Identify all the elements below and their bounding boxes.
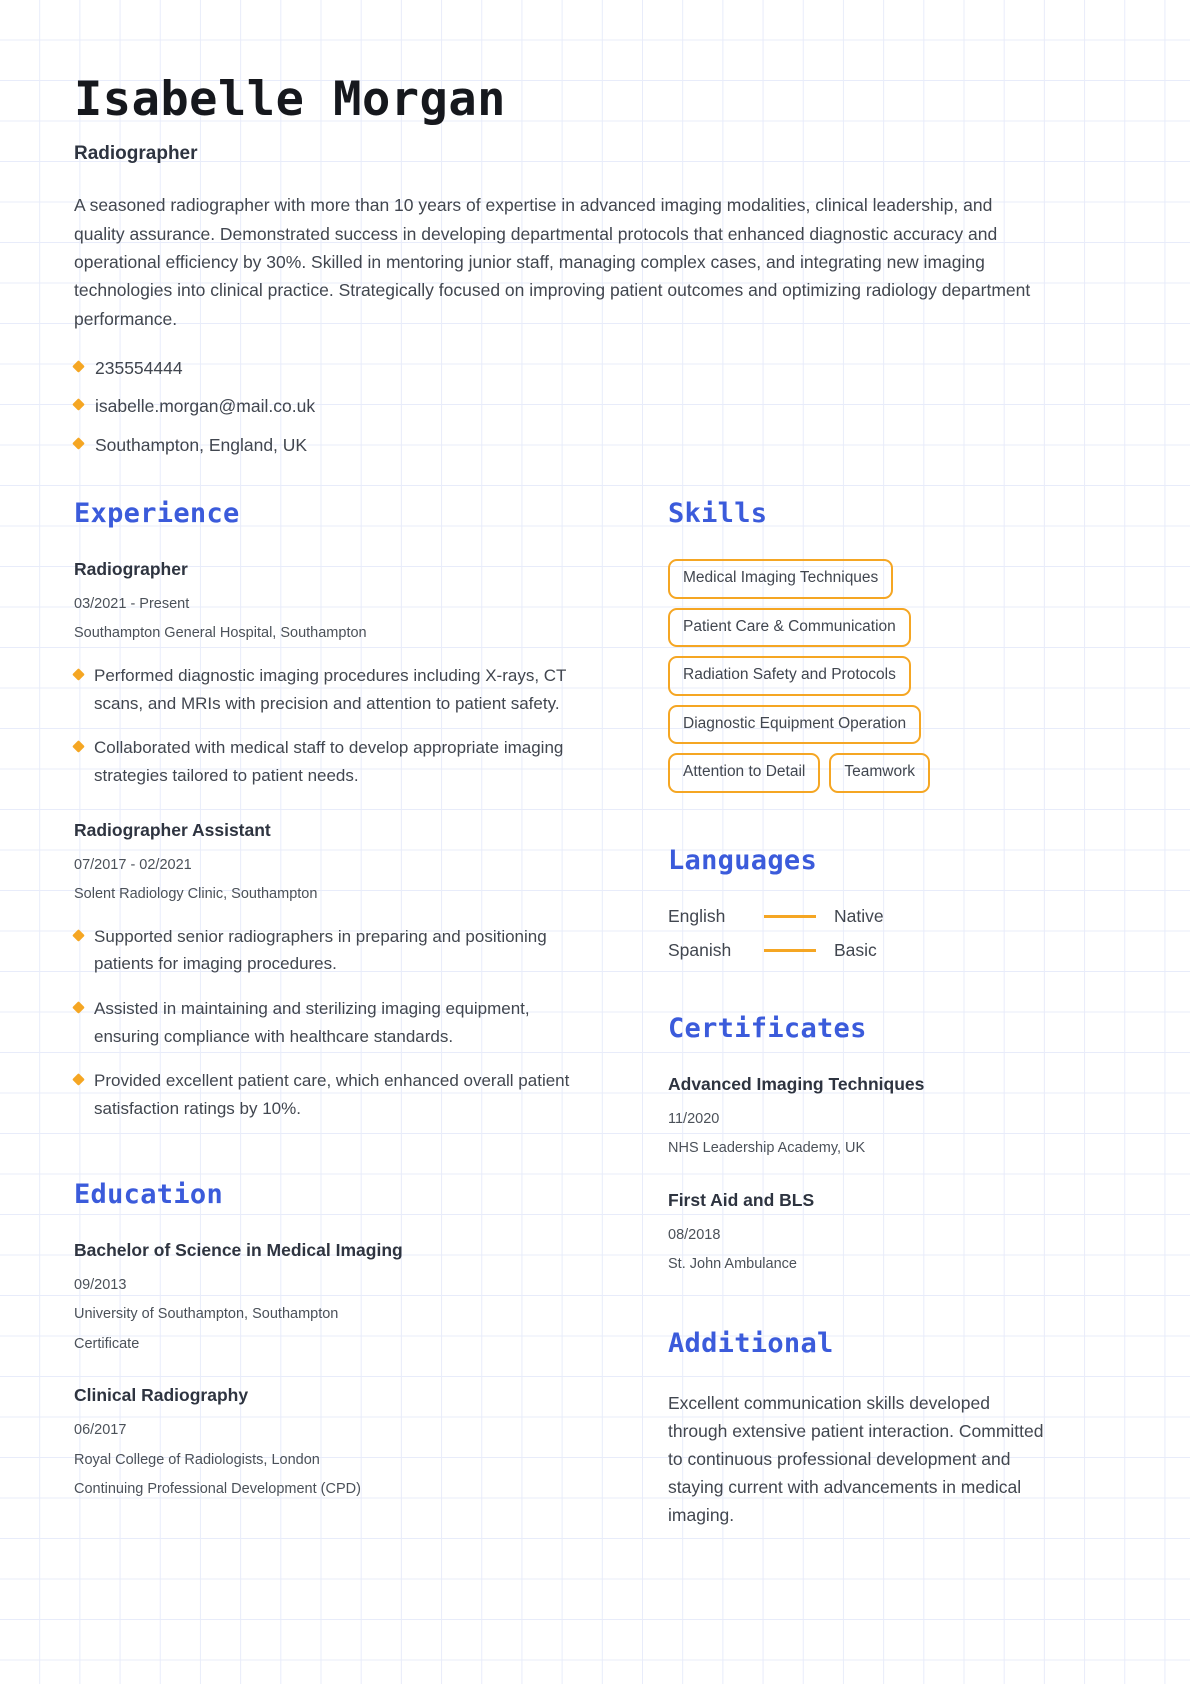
skill-chip: Attention to Detail	[668, 753, 820, 793]
education-entry	[74, 1385, 594, 1500]
language-connector-line	[764, 949, 816, 952]
contact-phone-value: 235554444	[95, 358, 183, 379]
section-languages	[668, 845, 1060, 961]
skill-chip: Radiation Safety and Protocols	[668, 656, 911, 696]
education-institution: Royal College of Radiologists, London	[74, 1451, 320, 1468]
certificate-date: 08/2018	[668, 1226, 721, 1243]
right-column	[630, 498, 1060, 1529]
resume-body-columns	[74, 498, 1116, 1529]
professional-summary: A seasoned radiographer with more than 10 years of expertise in advanced imaging modalities, clinical leadership, and quality assurance. Demonstrated success in developing departmental protocols that enhanced diagnostic accuracy and operational efficiency by 30%. Skilled in mentoring junior staff, managing complex cases, and integrating new imaging technologies into clinical practice. Strategically focused on improving patient outcomes and optimizing radiology department performance.	[74, 195, 1031, 329]
skill-chip: Patient Care & Communication	[668, 608, 911, 648]
language-row	[668, 906, 1060, 927]
experience-bullet	[74, 1067, 594, 1122]
section-additional	[668, 1328, 1060, 1529]
language-connector-line	[764, 915, 816, 918]
section-certificates	[668, 1013, 1060, 1276]
experience-bullet	[74, 662, 594, 717]
language-name: English	[668, 905, 726, 926]
skill-chip: Teamwork	[829, 753, 930, 793]
experience-bullets	[74, 923, 594, 1123]
certificate-name: Advanced Imaging Techniques	[668, 1073, 925, 1094]
section-skills	[668, 498, 1060, 793]
experience-organization: Solent Radiology Clinic, Southampton	[74, 886, 318, 903]
experience-position: Radiographer Assistant	[74, 819, 271, 840]
certificate-date: 11/2020	[668, 1110, 720, 1127]
diamond-bullet-icon	[72, 668, 85, 681]
diamond-bullet-icon	[72, 437, 85, 450]
section-title-languages: Languages	[668, 844, 817, 876]
experience-entry	[74, 559, 594, 790]
diamond-bullet-icon	[72, 360, 85, 373]
experience-bullet	[74, 923, 594, 978]
section-title-skills: Skills	[668, 497, 768, 529]
education-note: Continuing Professional Development (CPD)	[74, 1481, 361, 1498]
contact-item-location	[74, 432, 1116, 458]
contact-item-email	[74, 393, 1116, 419]
diamond-bullet-icon	[72, 740, 85, 753]
left-column	[74, 498, 630, 1529]
candidate-role: Radiographer	[74, 143, 198, 165]
certificate-entry	[668, 1190, 1060, 1276]
experience-bullet-text: Performed diagnostic imaging procedures including X-rays, CT scans, and MRIs with precision and attention to patient safety.	[94, 665, 567, 713]
diamond-bullet-icon	[72, 1074, 85, 1087]
experience-bullet-text: Provided excellent patient care, which enhanced overall patient satisfaction ratings by 10%.	[94, 1071, 570, 1119]
contact-location-value: Southampton, England, UK	[95, 434, 308, 455]
experience-bullet-text: Supported senior radiographers in preparing and positioning patients for imaging procedures.	[94, 926, 547, 974]
section-title-certificates: Certificates	[668, 1012, 867, 1044]
candidate-name: Isabelle Morgan	[74, 72, 506, 127]
contact-list	[74, 355, 1116, 458]
experience-position: Radiographer	[74, 558, 188, 579]
education-date: 09/2013	[74, 1276, 127, 1293]
diamond-bullet-icon	[72, 399, 85, 412]
skills-chip-list	[668, 559, 1060, 793]
language-level: Native	[834, 905, 884, 926]
experience-bullet-text: Collaborated with medical staff to develop appropriate imaging strategies tailored to patient needs.	[94, 738, 564, 785]
experience-dates: 03/2021 - Present	[74, 595, 190, 612]
certificate-issuer: NHS Leadership Academy, UK	[668, 1140, 866, 1157]
skill-chip: Medical Imaging Techniques	[668, 559, 893, 599]
education-institution: University of Southampton, Southampton	[74, 1306, 339, 1323]
education-degree: Bachelor of Science in Medical Imaging	[74, 1239, 403, 1260]
education-note: Certificate	[74, 1335, 140, 1352]
section-title-additional: Additional	[668, 1327, 834, 1359]
contact-item-phone	[74, 355, 1116, 381]
language-row	[668, 940, 1060, 961]
contact-email-value: isabelle.morgan@mail.co.uk	[95, 396, 316, 417]
resume-header	[74, 72, 1116, 458]
certificate-issuer: St. John Ambulance	[668, 1256, 797, 1273]
experience-bullets	[74, 662, 594, 790]
experience-bullet	[74, 995, 594, 1050]
certificate-name: First Aid and BLS	[668, 1189, 815, 1210]
education-entry	[74, 1240, 594, 1355]
diamond-bullet-icon	[72, 929, 85, 942]
language-name: Spanish	[668, 939, 732, 960]
certificate-entry	[668, 1074, 1060, 1160]
experience-organization: Southampton General Hospital, Southampton	[74, 625, 367, 642]
section-title-education: Education	[74, 1178, 223, 1210]
section-education	[74, 1179, 594, 1501]
experience-bullet	[74, 734, 594, 789]
section-experience	[74, 498, 594, 1123]
education-date: 06/2017	[74, 1422, 127, 1439]
language-level: Basic	[834, 939, 877, 960]
experience-dates: 07/2017 - 02/2021	[74, 856, 192, 873]
experience-entry	[74, 820, 594, 1123]
skill-chip: Diagnostic Equipment Operation	[668, 705, 921, 745]
section-title-experience: Experience	[74, 497, 240, 529]
education-degree: Clinical Radiography	[74, 1385, 249, 1406]
additional-text: Excellent communication skills developed through extensive patient interaction. Committed to continuous professional development and staying current with advancements in medical imaging.	[668, 1392, 1044, 1525]
experience-bullet-text: Assisted in maintaining and sterilizing imaging equipment, ensuring compliance with healthcare standards.	[94, 999, 530, 1046]
diamond-bullet-icon	[72, 1001, 85, 1014]
